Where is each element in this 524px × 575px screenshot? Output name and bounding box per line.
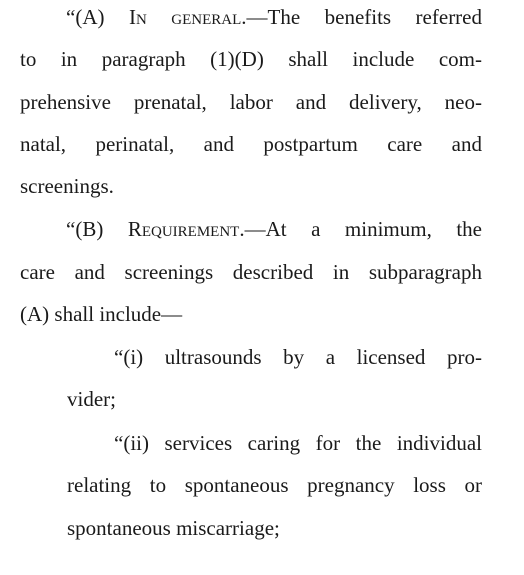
paragraph-a-heading: In general (128, 5, 242, 29)
paragraph-b-line: care and screenings described in subparagraph (20, 260, 482, 284)
paragraph-b-marker: “(B) (66, 217, 128, 241)
paragraph-b-heading-suffix: .—At a minimum, the (239, 217, 482, 241)
paragraph-a-heading-suffix: .—The benefits referred (241, 5, 482, 29)
paragraph-a-marker: “(A) (66, 5, 129, 29)
paragraph-b-heading: Requirement (127, 217, 240, 241)
clause-i-first-line: “(i) ultrasounds by a licensed pro- (114, 345, 482, 369)
paragraph-a-line: natal, perinatal, and postpartum care and (20, 132, 482, 156)
paragraph-a-line: prehensive prenatal, labor and delivery, neo- (20, 90, 482, 114)
clause-i-line: vider; (67, 387, 116, 411)
clause-ii-line: relating to spontaneous pregnancy loss or (67, 473, 482, 497)
paragraph-b-line: (A) shall include— (20, 302, 183, 326)
paragraph-a-first-line (66, 4, 482, 30)
clause-ii-line: spontaneous miscarriage; (67, 516, 280, 540)
clause-ii-first-line: “(ii) services caring for the individual (114, 431, 482, 455)
paragraph-a-line: to in paragraph (1)(D) shall include com- (20, 47, 482, 71)
paragraph-a-line: screenings. (20, 174, 114, 198)
paragraph-b-first-line (66, 216, 482, 242)
